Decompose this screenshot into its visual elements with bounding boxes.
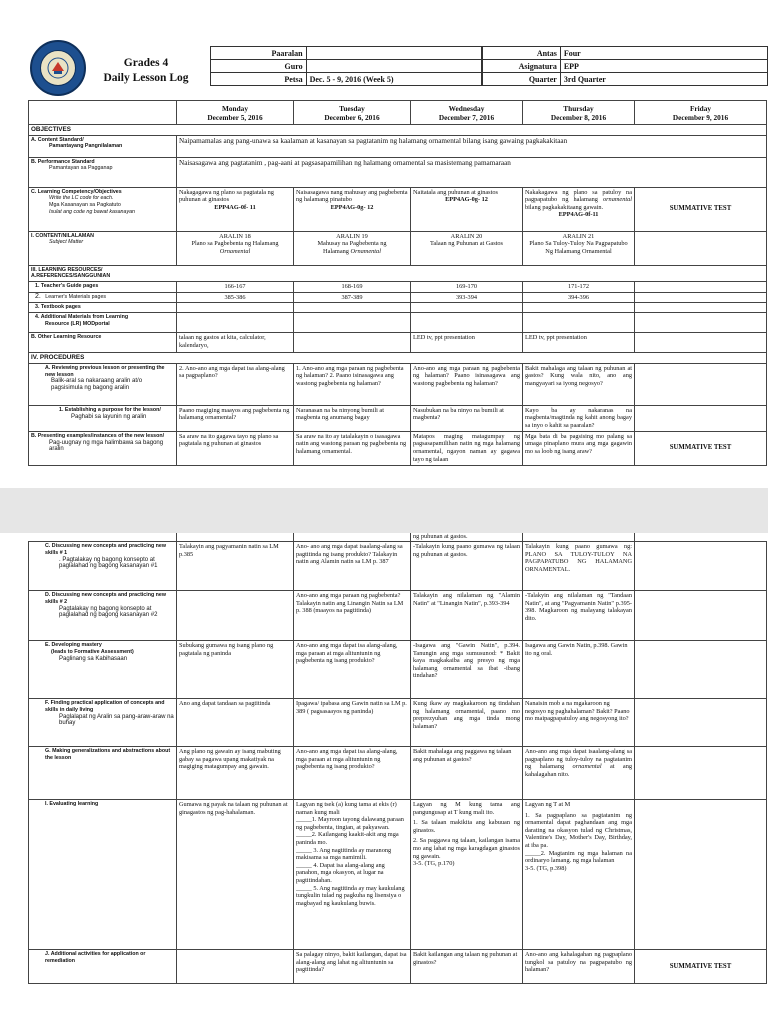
- row-label: B. Presenting examples/instances of the new lesson/: [31, 432, 165, 439]
- paaralan-label: Paaralan: [211, 47, 307, 60]
- review-friday: [635, 363, 767, 405]
- day-name: Thursday: [563, 103, 594, 113]
- row-label: B. Performance Standard: [31, 158, 95, 165]
- application-tuesday: Ipagawa/ ipabasa ang Gawin natin sa LM p. 389 ( pagsasaayos ng paninda): [294, 699, 411, 747]
- examples-tuesday: Sa araw na ito ay tatalakayin o isasagawa natin ang wastong paraan ng pagbebenta ng halamang ornamental.: [294, 431, 411, 465]
- empty-cell: [294, 533, 411, 542]
- lc-monday: [177, 187, 294, 231]
- discussing-2-friday: [635, 591, 767, 641]
- quiz-item: 1. Sa pagpaplano sa pagtatanim ng ornamental dapat paghandaan ang mga darating na okasyon tulad ng Christmas, Valentine's Day, Mother's Day, Birthday, at iba pa.: [525, 811, 632, 849]
- mastery-tuesday: Ano-ano ang mga dapat isa alang-alang, mga paraan at mga alituntunin ng pagbebenta ng isang produkto?: [294, 641, 411, 699]
- purpose-wednesday: Nasubukan na ba ninyo na bumili at magbenta?: [411, 405, 523, 431]
- tg-wednesday: 169-170: [411, 282, 523, 293]
- evaluation-wednesday: [411, 800, 523, 950]
- other-resources-label: [29, 333, 177, 353]
- quiz-instructions: Lagyan ng tsek (a) kung tama at ekis (r) naman kung mali: [296, 801, 397, 816]
- quiz-item: 1. Sa talaan makikita ang kabuuan ng ginastos.: [413, 819, 520, 834]
- lesson-title-italic: Ornamental: [350, 247, 381, 255]
- remediation-row: [29, 950, 767, 984]
- antas-label: Antas: [483, 47, 561, 60]
- deped-seal-logo: [30, 40, 86, 96]
- lesson-title: Plano sa Pagbebenta ng Halamang: [191, 240, 279, 248]
- mastery-friday: [635, 641, 767, 699]
- tg-pages-label: [29, 282, 177, 293]
- carryover-wednesday: ng puhunan at gastos.: [411, 533, 523, 542]
- page-separator: [0, 488, 768, 533]
- discussing-1-label: [29, 542, 177, 591]
- lc-wednesday: [411, 187, 523, 231]
- day-header-row: [29, 101, 767, 125]
- empty-cell: [29, 533, 177, 542]
- other-friday: [635, 333, 767, 353]
- row-sublabel: Resource (LR): [45, 320, 82, 327]
- other-tuesday: [294, 333, 411, 353]
- application-row: [29, 699, 767, 747]
- mastery-monday: Subukang gumawa ng isang plano ng pagtatala ng paninda: [177, 641, 294, 699]
- tg-pages-row: [29, 282, 767, 293]
- row-label: I. Evaluating learning: [45, 801, 99, 807]
- row-label: D. Discussing new concepts and practicing new skills # 2: [45, 592, 166, 605]
- lesson-number: ARALIN 21: [562, 232, 595, 240]
- remediation-friday-summative: SUMMATIVE TEST: [635, 950, 767, 984]
- empty-cell: [523, 303, 635, 313]
- grade-title: Grades 4: [123, 57, 169, 69]
- row-sublabel: Paghabi sa layunin ng aralin: [71, 413, 147, 420]
- remediation-wednesday: Bakit kailangan ang talaan ng puhunan at ginastos?: [411, 950, 523, 984]
- row-label: F. Finding practical application of concepts and skills in daily living: [45, 700, 165, 713]
- day-name: Friday: [689, 103, 712, 113]
- quiz-item: _____ 5. Ang nagtitinda ay may kaukulang tungkulin tulad ng pagkuha ng lisensiya o magbayad ng kaukulang buwis.: [296, 884, 405, 907]
- mastery-thursday: Isagawa ang Gawin Natin, p.398. Gawin ito ng oral.: [523, 641, 635, 699]
- cell-text: Nakagagawa ng plano sa pagtatala ng puhunan at ginastos: [179, 188, 274, 204]
- antas-value: Four: [560, 47, 767, 60]
- row-sublabel: Pag-uugnay ng mga halimbawa sa bagong aralin: [49, 439, 164, 453]
- carryover-row: [29, 533, 767, 542]
- row-sublabel: Pamantayang Pangnilalaman: [49, 143, 123, 150]
- empty-cell: [177, 533, 294, 542]
- row-label: 3. Textbook pages: [35, 304, 81, 311]
- content-friday: [635, 231, 767, 265]
- guro-label: Guro: [211, 60, 307, 73]
- quiz-item: _____ 4. Dapat isa alang-alang ang panahon, mga okasyon, at lugar na pagtitindahan.: [296, 861, 385, 884]
- lesson-number: ARALIN 20: [450, 232, 483, 240]
- day-date: December 8, 2016: [550, 112, 607, 122]
- row-label: 1. Teacher's Guide pages: [35, 283, 99, 290]
- day-header-friday: [635, 101, 767, 125]
- row-label: G. Making generalizations and abstractions about the lesson: [45, 748, 171, 761]
- mastery-wednesday: -Isagawa ang "Gawin Natin", p.394. Tanungin ang mga sumusunod: * Bakit kaya magkakaiba ang presyo ng mga halamang ornamental sa ibat -ibang tindahan?: [411, 641, 523, 699]
- row-number: 2.: [35, 292, 41, 300]
- empty-cell: [294, 313, 411, 333]
- cell-text: Naisasagawa nang mahusay ang pagbebenta ng halamang pinatubo: [296, 188, 408, 204]
- remediation-tuesday: Sa palagay ninyo, bakit kailangan, dapat isa alang-alang ang lahat ng alituntunin sa pagtitinda?: [294, 950, 411, 984]
- row-label: C. Learning Competency/Objectives: [31, 188, 122, 195]
- empty-cell: [177, 313, 294, 333]
- discussing-1-friday: [635, 542, 767, 591]
- other-resources-row: [29, 333, 767, 353]
- page-2: [0, 533, 768, 1024]
- log-title: [86, 56, 206, 86]
- cell-text: bilang pagkakakitaang gawain.: [525, 203, 604, 211]
- quiz-item: _____2. Magtanim ng mga halaman na ordinaryo lamang. ng mga halaman: [525, 849, 632, 865]
- quiz-item: _____2. Kailangang kaakit-akit ang mga paninda mo.: [296, 831, 399, 846]
- day-date: December 5, 2016: [207, 112, 263, 122]
- review-label: [29, 363, 177, 405]
- row-label: B. Other Learning Resource: [31, 334, 102, 341]
- evaluation-monday: Gumawa ng payak na talaan ng puhunan at ginagastos ng pag-hahalaman.: [177, 800, 294, 950]
- row-sublabel: Balik-aral sa nakaraang aralin at/o pagsisimula ng bagong aralin: [51, 378, 143, 392]
- row-label: I. CONTENT/NILALAMAN: [31, 232, 94, 239]
- empty-cell: [635, 313, 767, 333]
- content-monday: [177, 231, 294, 265]
- discussing-2-row: [29, 591, 767, 641]
- row-label: A. Reviewing previous lesson or presenting the new lesson: [45, 364, 165, 378]
- quiz-item: 3-5. (TG, p.170): [413, 860, 455, 868]
- generalization-tuesday: Ano-ano ang mga dapat isa alang-alang, mga paraan at mga alituntunin ng pagbebenta ng isang produkto?: [294, 747, 411, 800]
- empty-cell: [523, 313, 635, 333]
- row-sublabel: Paglinang sa Kabihasaan: [59, 655, 128, 662]
- application-monday: Ano ang dapat tandaan sa pagtitinda: [177, 699, 294, 747]
- examples-row: [29, 431, 767, 465]
- review-tuesday: 1. Ano-ano ang mga paraan ng pagbebenta ng halaman? 2. Paano isinasagawa ang wastong pagbebenta ng halaman?: [294, 363, 411, 405]
- row-sublabel: A.REFERENCES/SANGGUNIAN: [31, 273, 111, 280]
- application-label: [29, 699, 177, 747]
- lesson-title: Talaan ng Puhunan at Gastos: [429, 240, 503, 248]
- lm-monday: 385-386: [177, 292, 294, 303]
- tg-thursday: 171-172: [523, 282, 635, 293]
- dll-table-page2: [28, 533, 767, 984]
- textbook-pages-row: [29, 303, 767, 313]
- cell-text: Nakakagawa ng plano sa patuloy na pagpapatubo ng halamang: [525, 188, 632, 204]
- tg-monday: 166-167: [177, 282, 294, 293]
- empty-cell: [635, 533, 767, 542]
- application-wednesday: Kung ikaw ay magkakaroon ng tindahan ng halamang ornamental, paano mo preprezyuhan ang mga tinda mong halaman?: [411, 699, 523, 747]
- row-label: III. LEARNING RESOURCES/: [31, 266, 103, 273]
- row-sublabel: MODportal: [82, 320, 110, 327]
- empty-cell: [294, 303, 411, 313]
- tg-tuesday: 168-169: [294, 282, 411, 293]
- blank-header-cell: [29, 101, 177, 125]
- content-wednesday: [411, 231, 523, 265]
- content-standard-label: [29, 135, 177, 157]
- lm-wednesday: 393-394: [411, 292, 523, 303]
- evaluation-friday: [635, 800, 767, 950]
- row-label: C. Discussing new concepts and practicing new skills # 1: [45, 543, 166, 556]
- row-label: J. Additional activities for application or remediation: [45, 951, 146, 964]
- asignatura-label: Asignatura: [483, 60, 561, 73]
- empty-cell: [411, 303, 523, 313]
- lm-pages-row: [29, 292, 767, 303]
- review-wednesday: Ano-ano ang mga paraan ng pagbebenta ng halaman? Paano isinasagawa ang wastong pagbebenta ng halaman?: [411, 363, 523, 405]
- day-header-wednesday: [411, 101, 523, 125]
- review-row: [29, 363, 767, 405]
- resources-heading: [29, 265, 767, 282]
- discussing-2-monday: [177, 591, 294, 641]
- quiz-item: _____ 3. Ang nagtitinda ay maranong makisama sa mga namimili.: [296, 846, 392, 862]
- lc-code: EPP4AG-0g- 12: [445, 196, 488, 204]
- remediation-thursday: Ano-ano ang kahalagahan ng pagpaplano tungkol sa patuloy na pagpapatubo ng halaman?: [523, 950, 635, 984]
- lesson-title: Halamang: [323, 247, 349, 255]
- performance-standard-label: [29, 157, 177, 187]
- evaluation-thursday: [523, 800, 635, 950]
- asignatura-value: EPP: [560, 60, 767, 73]
- day-header-monday: [177, 101, 294, 125]
- content-label: [29, 231, 177, 265]
- row-label: 1. Establishing a purpose for the lesson/: [59, 406, 161, 413]
- day-name: Monday: [222, 103, 248, 113]
- day-header-tuesday: [294, 101, 411, 125]
- discussing-1-tuesday: Ano- ano ang mga dapat isaalang-alang sa pagtitinda ng isang produkto? Talakayin natin ang Alamin natin sa LM p. 387: [294, 542, 411, 591]
- evaluation-tuesday: [294, 800, 411, 950]
- cell-text-italic: ornamental: [572, 763, 602, 771]
- quiz-item: 2. Sa paggawa ng talaan, kailangan isama mo ang lahat ng mga karagdagan ginastos ng gawain.: [413, 837, 520, 860]
- row-label: A. Content Standard/: [31, 136, 84, 143]
- lesson-number: ARALIN 19: [336, 232, 368, 240]
- procedures-heading: IV. PROCEDURES: [29, 353, 767, 364]
- empty-cell: [411, 313, 523, 333]
- additional-materials-row: [29, 313, 767, 333]
- purpose-friday: [635, 405, 767, 431]
- discussing-1-wednesday: -Talakayin kung paano gumawa ng talaan ng puhunan at gastos.: [411, 542, 523, 591]
- quiz-instructions: Lagyan ng T at M: [525, 801, 571, 808]
- learning-competency-label: [29, 187, 177, 231]
- cell-text: Naitatala ang puhunan at ginastos: [413, 188, 498, 196]
- day-date: December 6, 2016: [324, 112, 380, 122]
- content-thursday: [523, 231, 635, 265]
- empty-cell: [523, 533, 635, 542]
- row-sublabel: Pamantayan sa Pagganap: [49, 165, 113, 172]
- performance-standard-row: [29, 157, 767, 187]
- discussing-2-wednesday: Talakayin ang nilalaman ng "Alamin Natin" at "Linangin Natin", p.393-394: [411, 591, 523, 641]
- lc-code: EPP4AG-0g- 12: [330, 203, 374, 211]
- examples-monday: Sa araw na ito gagawa tayo ng plano sa pagtatala ng puhunan at ginastos: [177, 431, 294, 465]
- additional-materials-label: [29, 313, 177, 333]
- row-sublabel: Subject Matter: [49, 239, 84, 246]
- review-monday: 2. Ano-ano ang mga dapat isa alang-alang sa pagpaplano?: [177, 363, 294, 405]
- day-name: Wednesday: [448, 103, 485, 113]
- other-thursday: LED tv, ppt presentation: [523, 333, 635, 353]
- examples-friday-summative: SUMMATIVE TEST: [635, 431, 767, 465]
- header-right-table: [482, 46, 768, 86]
- cell-text-italic: ornamental: [602, 196, 632, 204]
- mastery-row: [29, 641, 767, 699]
- discussing-2-label: [29, 591, 177, 641]
- lm-pages-label: [29, 292, 177, 303]
- content-standard-row: [29, 135, 767, 157]
- purpose-tuesday: Naranasan na ba ninyong bumili at magbenta ng anumang bagay: [294, 405, 411, 431]
- review-thursday: Bakit mahalaga ang talaan ng puhunan at gastos? Kung wala nito, ano ang mangyayari sa iyong negosyo?: [523, 363, 635, 405]
- quiz-instructions: Lagyan ng M kung tama ang pangungusap at T kung mali ito.: [413, 801, 520, 816]
- discussing-2-thursday: -Talakyin ang nilalaman ng "Tandaan Natin", at ang "Pagyamanin Natin" p.395-398. Magkaroon ng malayang talakayan dito.: [523, 591, 635, 641]
- textbook-pages-label: [29, 303, 177, 313]
- generalization-thursday: [523, 747, 635, 800]
- cell-text: Ano-ano ang mga dapat isaalang-alang sa pagpaplano ng tuloy-tuloy na pagtatanim ng halamang: [525, 748, 632, 771]
- evaluation-row: [29, 800, 767, 950]
- row-label: E. Developing mastery: [45, 642, 102, 648]
- discussing-1-monday: Talakayin ang pagyamanin natin sa LM p.385: [177, 542, 294, 591]
- day-date: December 7, 2016: [438, 112, 495, 122]
- resources-heading-row: [29, 265, 767, 282]
- lesson-number: ARALIN 18: [219, 232, 251, 240]
- petsa-value: Dec. 5 - 9, 2016 (Week 5): [306, 73, 481, 86]
- lm-friday: [635, 292, 767, 303]
- lesson-title: Mahusay na Pagbebenta ng: [317, 240, 387, 248]
- lc-code: EPP4AG-0f-11: [558, 211, 599, 219]
- learning-competency-row: [29, 187, 767, 231]
- quarter-label: Quarter: [483, 73, 561, 86]
- row-sublabel: . Pagtalakay ng bagong konsepto at paglalahad ng bagong kasanayan #1: [59, 556, 158, 570]
- quiz-item: _____1. Mayroon tayong dalawang paraan ng pagbebenta, tingian, at pakyawan.: [296, 816, 404, 831]
- remediation-monday: [177, 950, 294, 984]
- examples-thursday: Mga bata di ba pagsising mo palang sa umaga pinaplano mura ang mga gagawin mo sa loob ng isang araw?: [523, 431, 635, 465]
- paaralan-value: [306, 47, 481, 60]
- header-left-table: [210, 46, 482, 86]
- row-sublabel: Paglalapat ng Aralin sa pang-araw-araw na buhay: [59, 713, 174, 727]
- purpose-thursday: Kayo ba ay nakaranas na magbenta/magtinda ng kahit anong bagay sa inyo o kahit sa paaralan?: [523, 405, 635, 431]
- evaluation-label: [29, 800, 177, 950]
- day-header-thursday: [523, 101, 635, 125]
- application-friday: [635, 699, 767, 747]
- discussing-1-thursday: Talakayin kung paano gumawa ng: PLANO SA TULOY-TULOY NA PAGPAPATUBO NG HALAMANG ORNAMENTAL.: [523, 542, 635, 591]
- tg-friday: [635, 282, 767, 293]
- discussing-1-row: [29, 542, 767, 591]
- quarter-value: 3rd Quarter: [560, 73, 767, 86]
- row-sublabel: Write the LC code for each.: [49, 195, 114, 202]
- dll-table-page1: [28, 100, 767, 466]
- row-sublabel: Mga Kasanayan sa Pagkatuto: [49, 202, 121, 209]
- row-label: Learner's Materials pages: [45, 293, 107, 300]
- generalization-friday: [635, 747, 767, 800]
- lm-thursday: 394-396: [523, 292, 635, 303]
- generalization-row: [29, 747, 767, 800]
- lesson-title-italic: Ornamental: [219, 247, 251, 255]
- examples-wednesday: Matapos maging matagumpay ng pagsasapamilihan natin ng mga halamang ornamental, ngayon naman ay gagawa tayo ng talaan: [411, 431, 523, 465]
- petsa-label: Petsa: [211, 73, 307, 86]
- generalization-wednesday: Bakit mahalaga ang paggawa ng talaan ang puhunan at gastos?: [411, 747, 523, 800]
- guro-value: [306, 60, 481, 73]
- quiz-item: 3-5. (TG, p.398): [525, 864, 567, 872]
- page-1: [0, 0, 768, 488]
- cell-text: at ang kahalagahan nito.: [525, 763, 632, 778]
- performance-standard-text: Naisasagawa ang pagtatanim , pag-aani at pagsasapamilihan ng halamang ornamental sa masistemang pamamaraan: [177, 157, 767, 187]
- day-date: December 9, 2016: [672, 112, 729, 122]
- lc-friday-summative: SUMMATIVE TEST: [635, 187, 767, 231]
- content-tuesday: [294, 231, 411, 265]
- purpose-label: [29, 405, 177, 431]
- generalization-monday: Ang plano ng gawain ay isang mabuting gabay sa pagawa upang makatiyak na magiging matagumpay ang gawain.: [177, 747, 294, 800]
- row-sublabel: (leads to Formative Assessment): [51, 648, 134, 655]
- row-sublabel: Isulat ang code ng bawat kasanayan: [49, 208, 135, 215]
- content-standard-text: Naipamamalas ang pang-unawa sa kaalaman at kasanayan sa pagtatanim ng halamang ornamental bilang isang gawaing pagkakakitaan: [177, 135, 767, 157]
- content-row: [29, 231, 767, 265]
- lc-tuesday: [294, 187, 411, 231]
- other-wednesday: LED tv, ppt presentation: [411, 333, 523, 353]
- row-label: 4. Additional Materials from Learning: [35, 314, 129, 321]
- mastery-label: [29, 641, 177, 699]
- purpose-monday: Paano magiging maayos ang pagbebenta ng halamang ornamental?: [177, 405, 294, 431]
- objectives-heading: OBJECTIVES: [29, 125, 767, 136]
- dll-title: Daily Lesson Log: [103, 72, 189, 84]
- lm-tuesday: 387-389: [294, 292, 411, 303]
- application-thursday: Nanaisin mob a na mgakaroon ng negosyo ng paghahalaman? Bakit? Paano mo maipagpapatuloy ang negosyong ito?: [523, 699, 635, 747]
- row-sublabel: Pagtalakay ng bagong konsepto at paglalahad ng bagong kasanayan #2: [59, 605, 158, 619]
- purpose-row: [29, 405, 767, 431]
- lc-code: EPP4AG-0f- 11: [214, 203, 256, 211]
- lesson-title: Plano Sa Tuloy-Tuloy Na Pagpapatubo Ng Halamang Ornamental: [529, 240, 628, 255]
- generalization-label: [29, 747, 177, 800]
- lc-thursday: [523, 187, 635, 231]
- examples-label: [29, 431, 177, 465]
- empty-cell: [177, 303, 294, 313]
- remediation-label: [29, 950, 177, 984]
- discussing-2-tuesday: Ano-ano ang mga paraan ng pagbebenta? Talakayin natin ang Linangin Natin sa LM p. 388 (maayos na pagtitinda): [294, 591, 411, 641]
- other-monday: talaan ng gastos at kita, calculator, kalendaryo,: [177, 333, 294, 353]
- empty-cell: [635, 303, 767, 313]
- day-name: Tuesday: [339, 103, 365, 113]
